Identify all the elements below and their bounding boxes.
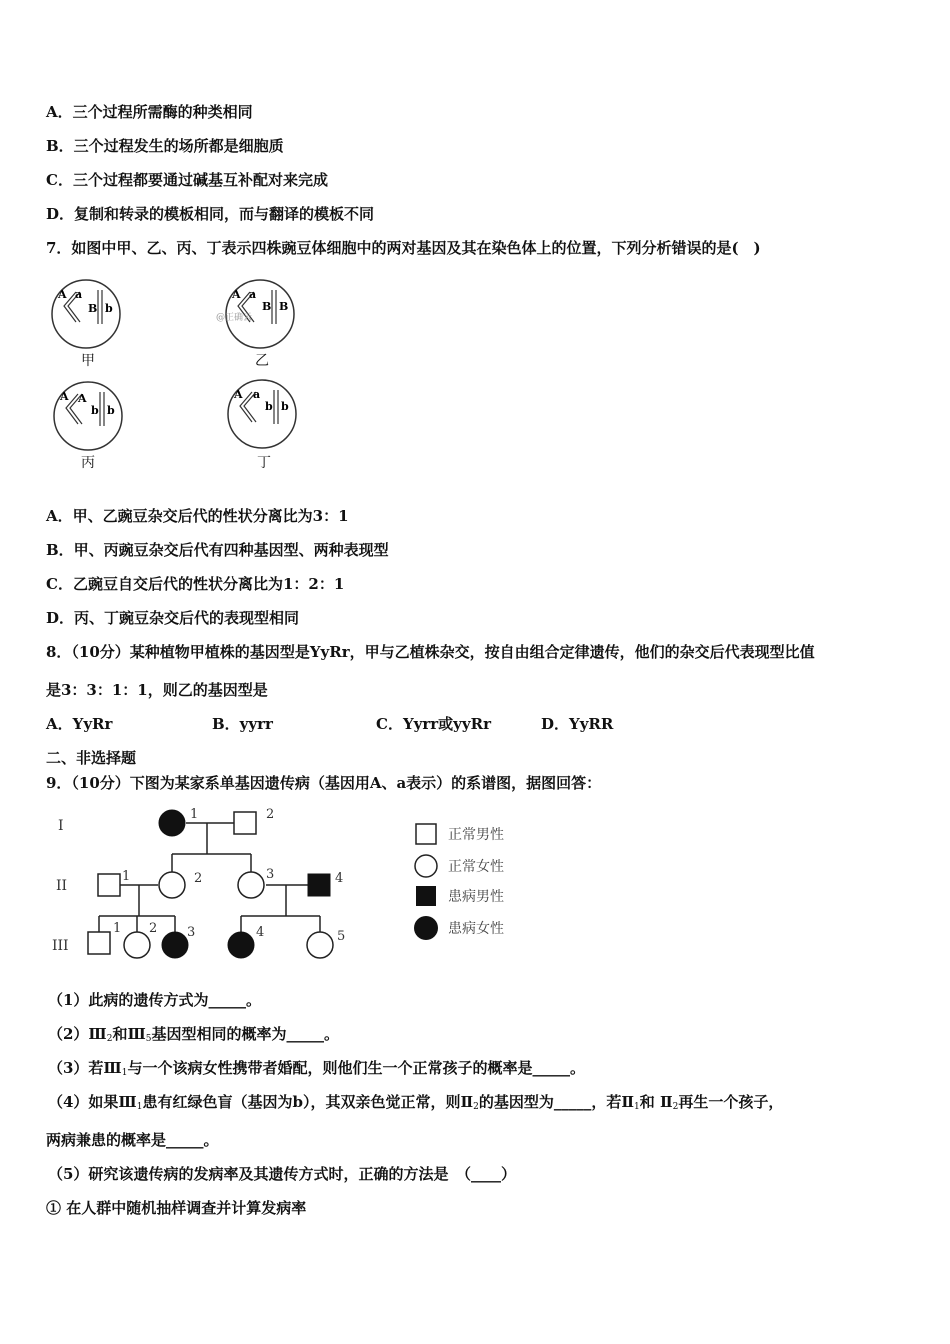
cell-label-jia: 甲 <box>81 353 95 369</box>
gene-label: B <box>88 302 98 315</box>
q8-option-b: B．yyrr <box>212 715 273 733</box>
generation-label: III <box>52 938 69 954</box>
q6-option-a: A．三个过程所需酶的种类相同 <box>46 103 253 121</box>
legend-affected-male: 患病男性 <box>448 889 504 905</box>
q6-option-c: C．三个过程都要通过碱基互补配对来完成 <box>46 171 328 189</box>
gene-label: a <box>253 388 261 401</box>
q9-stem: 9．（10分）下图为某家系单基因遗传病（基因用A、a表示）的系谱图，据图回答： <box>46 774 602 792</box>
cell-label-bing: 丙 <box>81 455 95 471</box>
q8-stem-line2: 是3：3：1：1，则乙的基因型是 <box>46 681 268 699</box>
pedigree-legend <box>408 818 548 948</box>
individual-number: 4 <box>256 925 265 940</box>
gene-label: A <box>232 288 241 301</box>
gene-label: B <box>279 300 289 313</box>
q9-part-4-cont: 两病兼患的概率是_____。 <box>46 1131 219 1149</box>
q9-part-3: （3）若$Ⅲ_1$与一个该病女性携带者婚配，则他们生一个正常孩子的概率是_____。 <box>48 1059 585 1078</box>
gene-label: a <box>249 288 257 301</box>
gene-label: b <box>105 302 113 315</box>
q8-stem-line1: 8．（10分）某种植物甲植株的基因型是YyRr，甲与乙植株杂交，按自由组合定律遗传，他们的杂交后代表现型比值 <box>46 643 815 661</box>
individual-number: 2 <box>194 871 203 886</box>
q8-option-c: C．Yyrr或yyRr <box>376 715 491 733</box>
q9-part-2: $(2)Ⅲ_2$和$Ⅲ_5$基因型相同的概率为_____。 <box>48 1025 339 1044</box>
q7-option-d: D．丙、丁豌豆杂交后代的表现型相同 <box>46 609 300 627</box>
q6-option-b: B．三个过程发生的场所都是细胞质 <box>46 137 284 155</box>
generation-label: I <box>58 818 64 834</box>
legend-normal-male: 正常男性 <box>448 827 504 843</box>
cell-label-ding: 丁 <box>257 455 271 471</box>
individual-number: 5 <box>337 929 346 944</box>
q7-option-c: C．乙豌豆自交后代的性状分离比为1：2：1 <box>46 575 345 593</box>
generation-label: II <box>56 878 68 894</box>
individual-number: 1 <box>113 921 122 936</box>
individual-number: 3 <box>266 867 275 882</box>
cell-diagram-yi <box>216 276 302 356</box>
gene-label: A <box>78 392 87 405</box>
q9-choice-1: ① 在人群中随机抽样调查并计算发病率 <box>46 1199 307 1217</box>
q9-part-1: （1）此病的遗传方式为_____。 <box>48 991 261 1009</box>
gene-label: b <box>281 400 289 413</box>
watermark: @正确云 <box>216 313 253 323</box>
cell-diagram-bing <box>50 378 130 458</box>
pedigree-chart <box>46 802 366 970</box>
gene-label: b <box>265 400 273 413</box>
gene-label: b <box>91 404 99 417</box>
individual-number: 1 <box>122 869 131 884</box>
cell-diagram-jia <box>48 276 128 356</box>
legend-normal-female: 正常女性 <box>448 859 504 875</box>
q6-option-d: D．复制和转录的模板相同，而与翻译的模板不同 <box>46 205 375 223</box>
q7-option-b: B．甲、丙豌豆杂交后代有四种基因型、两种表现型 <box>46 541 389 559</box>
gene-label: a <box>75 288 83 301</box>
legend-affected-female: 患病女性 <box>448 921 504 937</box>
gene-label: A <box>60 390 69 403</box>
gene-label: b <box>107 404 115 417</box>
individual-number: 1 <box>190 807 199 822</box>
q7-stem: 7．如图中甲、乙、丙、丁表示四株豌豆体细胞中的两对基因及其在染色体上的位置，下列分析错误的是( ) <box>46 239 761 257</box>
individual-number: 4 <box>335 871 344 886</box>
q8-option-a: A．YyRr <box>46 715 113 733</box>
cell-label-yi: 乙 <box>255 353 269 369</box>
gene-label: B <box>262 300 272 313</box>
gene-label: A <box>234 388 243 401</box>
q8-option-d: D．YyRR <box>541 715 614 733</box>
section-title: 二、非选择题 <box>46 749 137 767</box>
q9-part-5: （5）研究该遗传病的发病率及其遗传方式时，正确的方法是 （____） <box>48 1165 516 1183</box>
individual-number: 3 <box>187 925 196 940</box>
gene-label: A <box>58 288 67 301</box>
cell-diagram-ding <box>224 376 304 456</box>
q7-option-a: A．甲、乙豌豆杂交后代的性状分离比为3：1 <box>46 507 349 525</box>
q9-part-4: （4）如果$Ⅲ_1$患有红绿色盲（基因为b），其双亲色觉正常，则$Ⅱ_2$的基因型为_____，若$Ⅱ_1$和 $Ⅱ_2$再生一个孩子， <box>48 1093 784 1112</box>
individual-number: 2 <box>149 921 158 936</box>
individual-number: 2 <box>266 807 275 822</box>
